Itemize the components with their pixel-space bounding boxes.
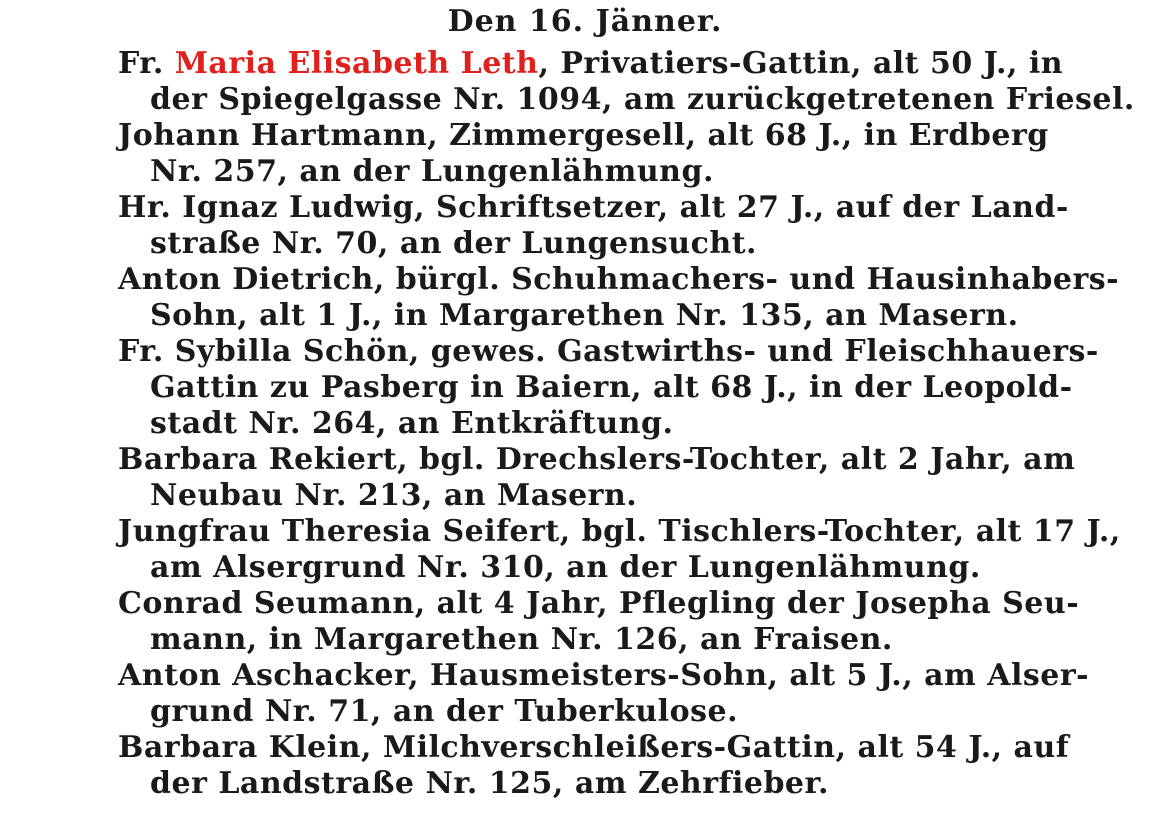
- entry-8-line-1: Conrad Seumann, alt 4 Jahr, Pflegling der Josepha Seu-: [118, 586, 1080, 621]
- entry-5-line-1: Fr. Sybilla Schön, gewes. Gastwirths- und Fleischhauers-: [118, 334, 1099, 369]
- entry-1-rest: , Privatiers-Gattin, alt 50 J., in: [538, 46, 1064, 81]
- date-heading: Den 16. Jänner.: [447, 4, 723, 39]
- entry-4-line-1: Anton Dietrich, bürgl. Schuhmachers- und Hausinhabers-: [118, 262, 1120, 297]
- entry-5-line-3: stadt Nr. 264, an Entkräftung.: [150, 406, 674, 441]
- entry-10-line-2: der Landstraße Nr. 125, am Zehrfieber.: [150, 766, 829, 801]
- entry-7-line-2: am Alsergrund Nr. 310, an der Lungenlähmung.: [150, 550, 981, 585]
- entry-1-line-1: [118, 46, 1063, 82]
- entry-9-line-2: grund Nr. 71, an der Tuberkulose.: [150, 694, 739, 729]
- entry-9-line-1: Anton Aschacker, Hausmeisters-Sohn, alt 5 J., am Alser-: [118, 658, 1090, 693]
- entry-4-line-2: Sohn, alt 1 J., in Margarethen Nr. 135, an Masern.: [150, 298, 1019, 333]
- entry-3-line-1: Hr. Ignaz Ludwig, Schriftsetzer, alt 27 J., auf der Land-: [118, 190, 1069, 225]
- entry-3-line-2: straße Nr. 70, an der Lungensucht.: [150, 226, 757, 261]
- entry-8-line-2: mann, in Margarethen Nr. 126, an Fraisen.: [150, 622, 893, 657]
- entry-2-line-1: Johann Hartmann, Zimmergesell, alt 68 J., in Erdberg: [118, 118, 1049, 153]
- entry-7-line-1: Jungfrau Theresia Seifert, bgl. Tischlers-Tochter, alt 17 J.,: [118, 514, 1121, 549]
- entry-1-title: Fr.: [118, 46, 175, 81]
- highlighted-name: Maria Elisabeth Leth: [174, 46, 539, 81]
- entry-6-line-1: Barbara Rekiert, bgl. Drechslers-Tochter, alt 2 Jahr, am: [118, 442, 1076, 477]
- entry-5-line-2: Gattin zu Pasberg in Baiern, alt 68 J., in der Leopold-: [150, 370, 1073, 405]
- entry-6-line-2: Neubau Nr. 213, an Masern.: [150, 478, 638, 513]
- entry-1-line-2: der Spiegelgasse Nr. 1094, am zurückgetretenen Friesel.: [150, 82, 1135, 117]
- entry-10-line-1: Barbara Klein, Milchverschleißers-Gattin, alt 54 J., auf: [118, 730, 1070, 765]
- entry-2-line-2: Nr. 257, an der Lungenlähmung.: [150, 154, 714, 189]
